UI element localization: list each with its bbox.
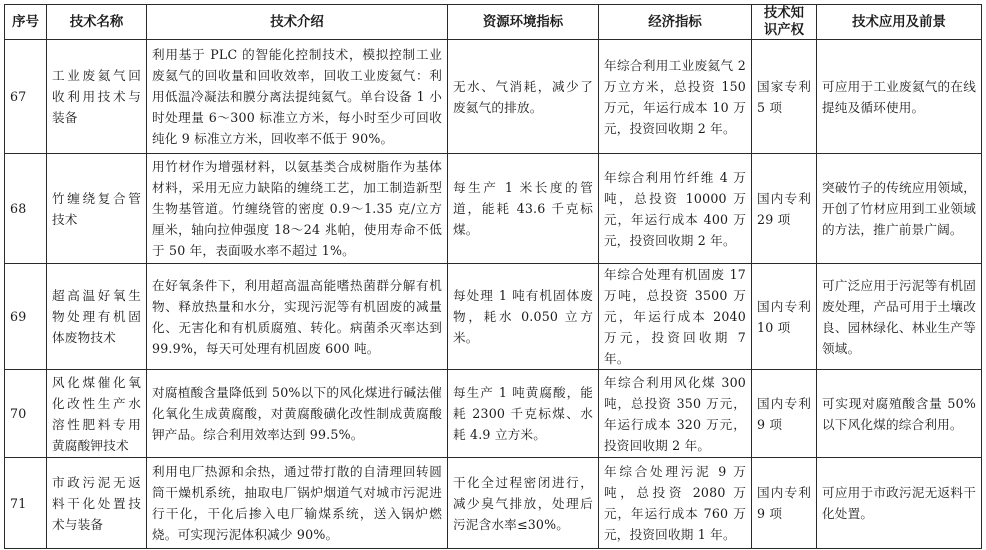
cell-no: 69 bbox=[5, 264, 47, 370]
cell-resource-indicator: 干化全过程密闭进行，减少臭气排放，处理后污泥含水率≤30%。 bbox=[448, 458, 599, 549]
cell-tech-intro: 利用电厂热源和余热，通过带打散的自清理回转圆筒干燥机系统，抽取电厂锅炉烟道气对城市污泥进行干化，干化后掺入电厂输煤系统，送入锅炉燃烧。可实现污泥体积减少 90%。 bbox=[147, 458, 448, 549]
cell-application: 可广泛应用于污泥等有机固废处理，产品可用于土壤改良、园林绿化、林业生产等领域。 bbox=[817, 264, 982, 370]
cell-tech-name: 工业废氦气回收利用技术与装备 bbox=[47, 40, 147, 154]
cell-no: 67 bbox=[5, 40, 47, 154]
cell-resource-indicator: 无水、气消耗，减少了废氦气的排放。 bbox=[448, 40, 599, 154]
table-header-row bbox=[5, 5, 982, 40]
cell-tech-intro: 对腐植酸含量降低到 50%以下的风化煤进行碱法催化氧化生成黄腐酸，对黄腐酸磺化改性制成黄腐酸钾产品。综合利用效率达到 99.5%。 bbox=[147, 370, 448, 458]
cell-resource-indicator: 每生产 1 吨黄腐酸，能耗 2300 千克标煤、水耗 4.9 立方米。 bbox=[448, 370, 599, 458]
table-row bbox=[5, 458, 982, 549]
header-no: 序号 bbox=[5, 5, 47, 40]
header-economic-indicator: 经济指标 bbox=[599, 5, 752, 40]
cell-application: 可应用于工业废氦气的在线提纯及循环使用。 bbox=[817, 40, 982, 154]
technology-table bbox=[4, 4, 982, 549]
cell-economic-indicator: 年综合利用风化煤 300 吨，总投资 350 万元，年运行成本 320 万元，投资回收期 2 年。 bbox=[599, 370, 752, 458]
table-row bbox=[5, 154, 982, 264]
header-application: 技术应用及前景 bbox=[817, 5, 982, 40]
cell-tech-intro: 用竹材作为增强材料，以氨基类合成树脂作为基体材料，采用无应力缺陷的缠绕工艺，加工制造新型生物基管道。竹缠绕管的密度 0.9～1.35 克/立方厘米，轴向拉伸强度 18～24 兆帕，使用寿命不低于 50 年，表面吸水率不超过 1%。 bbox=[147, 154, 448, 264]
cell-tech-name: 超高温好氧生物处理有机固体废物技术 bbox=[47, 264, 147, 370]
cell-application: 可应用于市政污泥无返料干化处置。 bbox=[817, 458, 982, 549]
cell-no: 68 bbox=[5, 154, 47, 264]
cell-ip: 国内专利 29 项 bbox=[752, 154, 817, 264]
cell-application: 可实现对腐殖酸含量 50%以下风化煤的综合利用。 bbox=[817, 370, 982, 458]
header-tech-intro: 技术介绍 bbox=[147, 5, 448, 40]
cell-tech-name: 市政污泥无返料干化处置技术与装备 bbox=[47, 458, 147, 549]
table-row bbox=[5, 40, 982, 154]
cell-economic-indicator: 年综合利用工业废氦气 2 万立方米，总投资 150 万元，年运行成本 10 万元，投资回收期 2 年。 bbox=[599, 40, 752, 154]
cell-no: 71 bbox=[5, 458, 47, 549]
header-resource-indicator: 资源环境指标 bbox=[448, 5, 599, 40]
cell-tech-name: 竹缠绕复合管技术 bbox=[47, 154, 147, 264]
cell-resource-indicator: 每处理 1 吨有机固体废物，耗水 0.050 立方米。 bbox=[448, 264, 599, 370]
header-tech-name: 技术名称 bbox=[47, 5, 147, 40]
cell-tech-intro: 利用基于 PLC 的智能化控制技术，模拟控制工业废氦气的回收量和回收效率，回收工业废氦气：利用低温冷凝法和膜分离法提纯氦气。单台设备 1 小时处理量 6～300 标准立方米，每小时至少可回收纯化 9 标准立方米，回收率不低于 90%。 bbox=[147, 40, 448, 154]
cell-no: 70 bbox=[5, 370, 47, 458]
cell-tech-intro: 在好氧条件下，利用超高温高能嗜热菌群分解有机物、释放热量和水分，实现污泥等有机固废的减量化、无害化和有机质腐殖、转化。病菌杀灭率达到 99.9%，每天可处理有机固废 600 吨。 bbox=[147, 264, 448, 370]
cell-ip: 国内专利 9 项 bbox=[752, 370, 817, 458]
cell-economic-indicator: 年综合利用竹纤维 4 万吨，总投资 10000 万元，年运行成本 400 万元，投资回收期 2 年。 bbox=[599, 154, 752, 264]
cell-application: 突破竹子的传统应用领域，开创了竹材应用到工业领域的方法，推广前景广阔。 bbox=[817, 154, 982, 264]
header-ip: 技术知识产权 bbox=[752, 5, 817, 40]
table-row bbox=[5, 370, 982, 458]
cell-ip: 国内专利 10 项 bbox=[752, 264, 817, 370]
table-row bbox=[5, 264, 982, 370]
cell-economic-indicator: 年综合处理污泥 9 万吨，总投资 2080 万元，年运行成本 760 万元，投资回收期 1 年。 bbox=[599, 458, 752, 549]
cell-resource-indicator: 每生产 1 米长度的管道，能耗 43.6 千克标煤。 bbox=[448, 154, 599, 264]
cell-ip: 国家专利 5 项 bbox=[752, 40, 817, 154]
cell-tech-name: 风化煤催化氧化改性生产水溶性肥料专用黄腐酸钾技术 bbox=[47, 370, 147, 458]
cell-ip: 国内专利 9 项 bbox=[752, 458, 817, 549]
cell-economic-indicator: 年综合处理有机固废 17 万吨，总投资 3500 万元，年运行成本 2040 万元，投资回收期 7 年。 bbox=[599, 264, 752, 370]
